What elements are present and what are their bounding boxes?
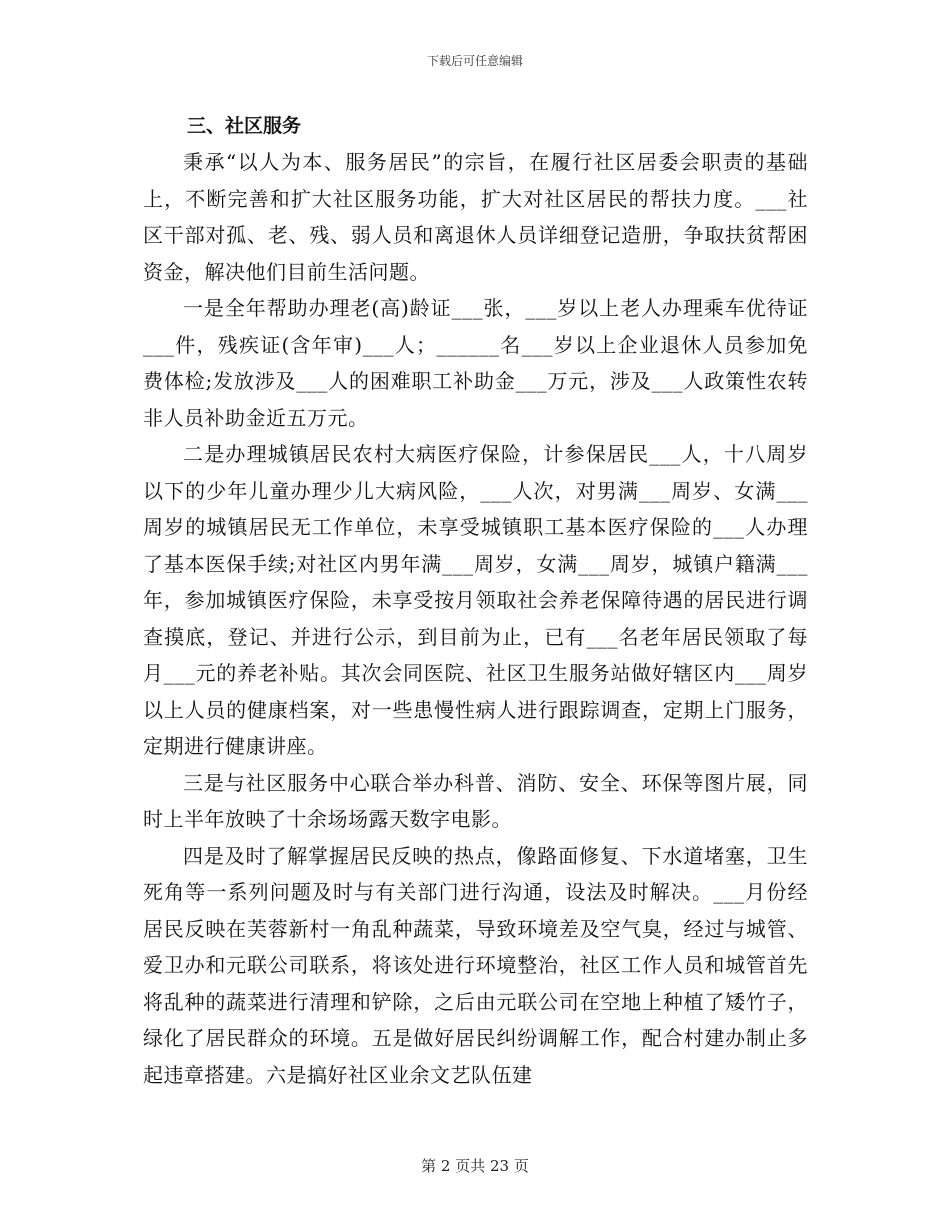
paragraph-intro: 秉承“以人为本、服务居民”的宗旨，在履行社区居委会职责的基础上，不断完善和扩大社区服务功能，扩大对社区居民的帮扶力度。___社区干部对孤、老、残、弱人员和离退休人员详细登记造册，争取扶贫帮困资金，解决他们目前生活问题。 — [143, 150, 808, 284]
paragraph-item-4: 四是及时了解掌握居民反映的热点，像路面修复、下水道堵塞，卫生死角等一系列问题及时与有关部门进行沟通，设法及时解决。___月份经居民反映在芙蓉新村一角乱种蔬菜，导致环境差及空气臭，经过与城管、爱卫办和元联公司联系，将该处进行环境整治，社区工作人员和城管首先将乱种的蔬菜进行清理和铲除，之后由元联公司在空地上种植了矮竹子，绿化了居民群众的环境。五是做好居民纠纷调解工作，配合村建办制止多起违章搭建。六是搞好社区业余文艺队伍建 — [143, 843, 808, 1087]
paragraph-item-3: 三是与社区服务中心联合举办科普、消防、安全、环保等图片展，同时上半年放映了十余场场露天数字电影。 — [143, 770, 808, 831]
page-header-note: 下载后可任意编辑 — [426, 54, 523, 68]
section-heading: 三、社区服务 — [187, 115, 302, 137]
paragraph-item-2: 二是办理城镇居民农村大病医疗保险，计参保居民___人，十八周岁以下的少年儿童办理少儿大病风险，___人次，对男满___周岁、女满___周岁的城镇居民无工作单位，未享受城镇职工基本医疗保险的___人办理了基本医保手续;对社区内男年满___周岁，女满___周岁，城镇户籍满___年，参加城镇医疗保险，未享受按月领取社会养老保障待遇的居民进行调查摸底，登记、并进行公示，到目前为止，已有___名老年居民领取了每月___元的养老补贴。其次会同医院、社区卫生服务站做好辖区内___周岁以上人员的健康档案，对一些患慢性病人进行跟踪调查，定期上门服务，定期进行健康讲座。 — [143, 442, 808, 758]
paragraph-item-1: 一是全年帮助办理老(高)龄证___张，___岁以上老人办理乘车优待证___件，残疾证(含年审)___人；______名___岁以上企业退休人员参加免费体检;发放涉及___人的困难职工补助金___万元，涉及___人政策性农转非人员补助金近五万元。 — [143, 296, 808, 430]
page-number-footer: 第 2 页共 23 页 — [421, 1157, 529, 1175]
document-body — [143, 108, 808, 1093]
